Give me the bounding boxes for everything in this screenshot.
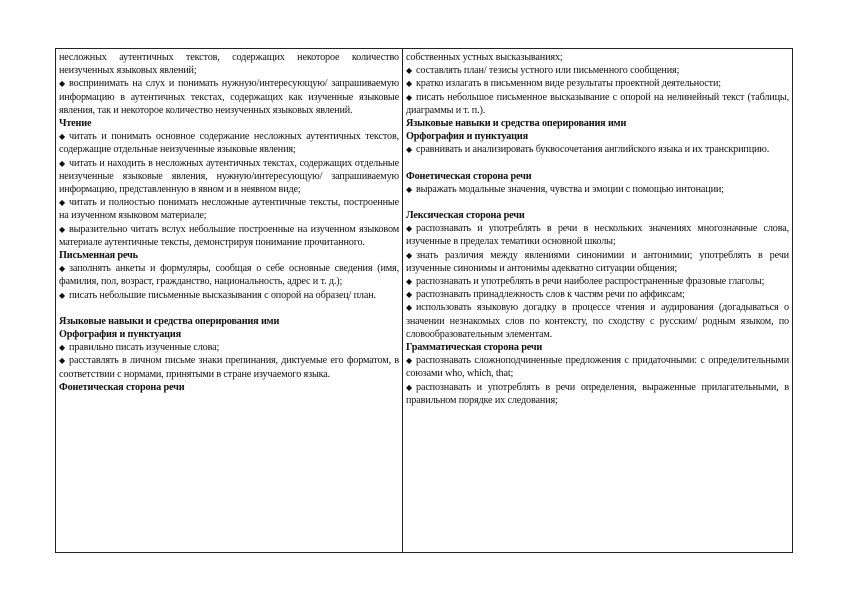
section-heading: Языковые навыки и средства оперирования ими	[59, 315, 280, 327]
list-item	[59, 354, 399, 380]
list-item	[406, 64, 789, 77]
list-item-text: распознавать и употреблять в речи наиболее распространенные фразовые глаголы;	[416, 276, 765, 288]
bullet-icon: ◆	[59, 79, 66, 89]
list-item	[59, 341, 399, 354]
list-item	[406, 249, 789, 275]
bullet-icon: ◆	[59, 356, 66, 366]
list-item	[406, 222, 789, 248]
bullet-icon: ◆	[406, 250, 413, 260]
bullet-icon: ◆	[59, 264, 66, 274]
list-item	[59, 157, 399, 197]
list-item-text: читать и понимать основное содержание несложных аутентичных текстов, содержащие отдельные неизученные языковые явления;	[59, 131, 399, 156]
list-item	[59, 196, 399, 222]
list-item-text: распознавать и употреблять в речи в нескольких значениях многозначные слова, изученные в пределах тематики основной школы;	[406, 223, 789, 248]
bullet-icon: ◆	[59, 343, 66, 353]
list-item	[406, 288, 789, 301]
left-column-cell	[56, 49, 403, 553]
section-heading: Орфография и пунктуация	[59, 329, 181, 341]
list-item-text: воспринимать на слух и понимать нужную/интересующую/ запрашиваемую информацию в аутентичных текстах, содержащих как изученные языковые явления, так и некоторое количество неизученных языковых явлений.	[59, 78, 399, 116]
list-item-text: кратко излагать в письменном виде результаты проектной деятельности;	[416, 78, 721, 90]
section-heading: Грамматическая сторона речи	[406, 342, 543, 354]
bullet-icon: ◆	[406, 303, 413, 313]
bullet-icon: ◆	[406, 290, 413, 300]
list-item-text: писать небольшое письменное высказывание с опорой на нелинейный текст (таблицы, диаграммы и т. п.).	[406, 91, 789, 116]
bullet-icon: ◆	[406, 382, 413, 392]
list-item-text: правильно писать изученные слова;	[69, 342, 220, 354]
list-item-text: составлять план/ тезисы устного или письменного сообщения;	[416, 65, 680, 77]
bullet-icon: ◆	[406, 184, 413, 194]
section-heading: Орфография и пунктуация	[406, 131, 528, 143]
list-item	[59, 223, 399, 249]
bullet-icon: ◆	[406, 145, 413, 155]
paragraph: собственных устных высказываниях;	[406, 52, 563, 63]
bullet-icon: ◆	[59, 198, 66, 208]
list-item	[406, 275, 789, 288]
right-column-cell	[403, 49, 793, 553]
list-item	[406, 77, 789, 90]
bullet-icon: ◆	[406, 79, 413, 89]
list-item	[59, 130, 399, 156]
spacer	[406, 196, 789, 209]
bullet-icon: ◆	[59, 158, 66, 168]
bullet-icon: ◆	[59, 132, 66, 142]
spacer	[406, 157, 789, 170]
table-row	[56, 49, 793, 553]
bullet-icon: ◆	[406, 224, 413, 234]
list-item-text: читать и полностью понимать несложные аутентичные тексты, построенные на изученном языковом материале;	[59, 197, 399, 222]
list-item-text: читать и находить в несложных аутентичных текстах, содержащих отдельные неизученные языковые явления, нужную/интересующую/ запрашиваемую информацию, представленную в явном и в неявном виде;	[59, 157, 399, 196]
list-item	[59, 289, 399, 302]
list-item-text: распознавать и употреблять в речи определения, выраженные прилагательными, в правильном порядке их следования;	[406, 381, 789, 406]
bullet-icon: ◆	[59, 290, 66, 300]
bullet-icon: ◆	[406, 277, 413, 287]
list-item	[59, 77, 399, 117]
bullet-icon: ◆	[406, 66, 413, 76]
paragraph: несложных аутентичных текстов, содержащих некоторое количество неизученных языковых явлений;	[59, 52, 399, 77]
list-item	[406, 143, 789, 156]
list-item	[406, 183, 789, 196]
list-item-text: распознавать принадлежность слов к частям речи по аффиксам;	[416, 289, 685, 301]
bullet-icon: ◆	[406, 92, 413, 102]
section-heading: Фонетическая сторона речи	[59, 381, 185, 393]
list-item-text: писать небольшие письменные высказывания с опорой на образец/ план.	[69, 289, 376, 301]
list-item-text: распознавать сложноподчиненные предложения с придаточными: с определительными союзами who, which, that;	[406, 355, 789, 380]
section-heading: Лексическая сторона речи	[406, 210, 525, 222]
list-item	[406, 354, 789, 380]
list-item	[59, 262, 399, 288]
list-item	[406, 91, 789, 117]
list-item	[406, 301, 789, 341]
list-item-text: использовать языковую догадку в процессе чтения и аудирования (догадываться о значении незнакомых слов по контексту, по сходству с русским/ родным языком, по словообразовательным элементам.	[406, 302, 789, 340]
section-heading: Языковые навыки и средства оперирования ими	[406, 118, 627, 130]
bullet-icon: ◆	[59, 224, 66, 234]
section-heading: Чтение	[59, 118, 92, 130]
list-item-text: выразительно читать вслух небольшие построенные на изученном языковом материале аутентичные тексты, демонстрируя понимание прочитанного.	[59, 223, 399, 248]
list-item-text: расставлять в личном письме знаки препинания, диктуемые его форматом, в соответствии с нормами, принятыми в стране изучаемого языка.	[59, 355, 399, 380]
list-item-text: сравнивать и анализировать буквосочетания английского языка и их транскрипцию.	[416, 144, 770, 156]
spacer	[59, 302, 399, 315]
bullet-icon: ◆	[406, 356, 413, 366]
section-heading: Письменная речь	[59, 250, 138, 262]
list-item-text: знать различия между явлениями синонимии и антонимии; употреблять в речи изученные синонимы и антонимы адекватно ситуации общения;	[406, 249, 789, 274]
list-item-text: выражать модальные значения, чувства и эмоции с помощью интонации;	[416, 183, 724, 195]
list-item	[406, 381, 789, 407]
list-item-text: заполнять анкеты и формуляры, сообщая о себе основные сведения (имя, фамилия, пол, возраст, гражданство, национальность, адрес и т. д.);	[59, 263, 399, 288]
section-heading: Фонетическая сторона речи	[406, 170, 532, 182]
content-table	[55, 48, 793, 553]
